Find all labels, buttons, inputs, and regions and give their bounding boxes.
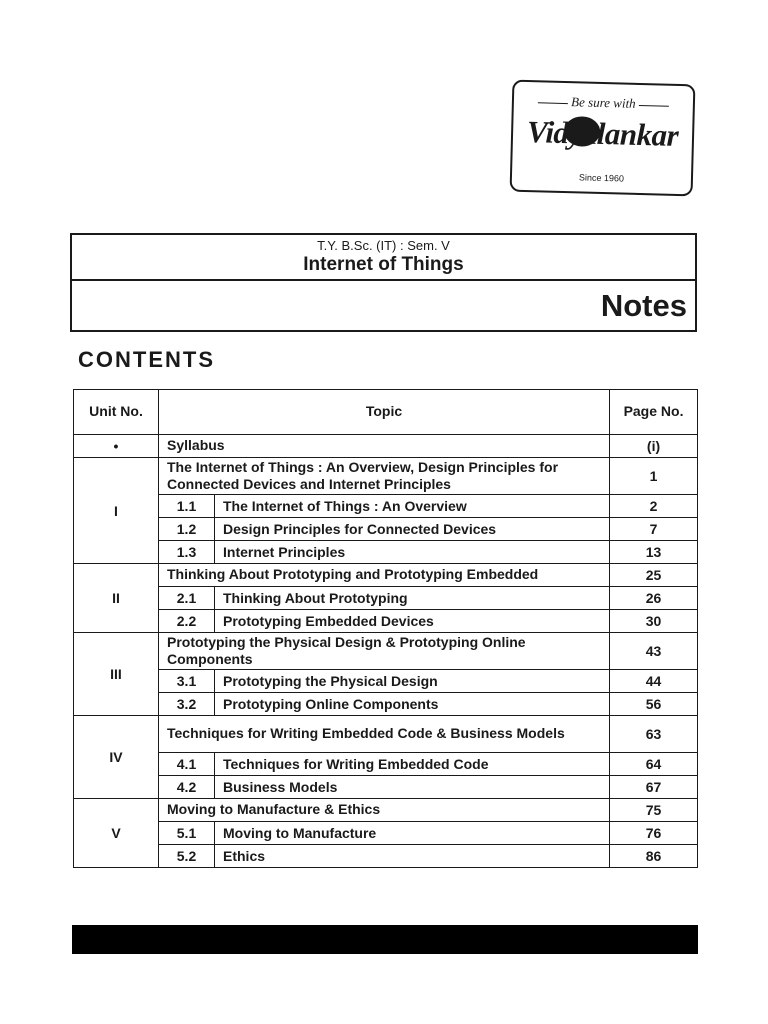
logo-brand: Vidyalankar <box>526 114 679 153</box>
page-cell: 7 <box>610 518 698 541</box>
topic-cell: Techniques for Writing Embedded Code & Business Models <box>159 716 610 753</box>
page-cell: 25 <box>610 564 698 587</box>
table-header-row <box>74 390 698 435</box>
page-cell: 13 <box>610 541 698 564</box>
page-cell: 1 <box>610 458 698 495</box>
contents-heading: CONTENTS <box>78 347 215 372</box>
table-row-subtopic <box>74 518 698 541</box>
table-row-subtopic <box>74 541 698 564</box>
subtopic-title: Moving to Manufacture <box>215 822 610 845</box>
table-row-subtopic <box>74 753 698 776</box>
logo-since: Since 1960 <box>578 172 625 184</box>
table-row-subtopic <box>74 610 698 633</box>
subtopic-number: 5.2 <box>159 845 215 868</box>
subtopic-title: Prototyping the Physical Design <box>215 670 610 693</box>
page-cell: 86 <box>610 845 698 868</box>
col-unit-header: Unit No. <box>74 390 159 435</box>
table-row-unit <box>74 564 698 587</box>
subtopic-number: 2.1 <box>159 587 215 610</box>
subtopic-title: Prototyping Online Components <box>215 693 610 716</box>
page-cell: 76 <box>610 822 698 845</box>
subtopic-title: Business Models <box>215 776 610 799</box>
table-row-unit <box>74 716 698 753</box>
page-cell: 26 <box>610 587 698 610</box>
unit-cell: IV <box>74 716 159 799</box>
page-cell: 2 <box>610 495 698 518</box>
topic-cell: Moving to Manufacture & Ethics <box>159 799 610 822</box>
page-cell: 67 <box>610 776 698 799</box>
subtopic-title: Prototyping Embedded Devices <box>215 610 610 633</box>
table-row-syllabus <box>74 435 698 458</box>
subject-title: Internet of Things <box>303 254 464 275</box>
page-cell: (i) <box>610 435 698 458</box>
subtopic-number: 4.1 <box>159 753 215 776</box>
course-label: T.Y. B.Sc. (IT) : Sem. V <box>317 238 450 253</box>
subtopic-title: Design Principles for Connected Devices <box>215 518 610 541</box>
subtopic-title: The Internet of Things : An Overview <box>215 495 610 518</box>
subtopic-number: 5.1 <box>159 822 215 845</box>
page-cell: 64 <box>610 753 698 776</box>
subtopic-number: 1.3 <box>159 541 215 564</box>
subtopic-title: Techniques for Writing Embedded Code <box>215 753 610 776</box>
topic-cell: The Internet of Things : An Overview, Design Principles for Connected Devices and Internet Principles <box>159 458 610 495</box>
page-cell: 75 <box>610 799 698 822</box>
subtopic-number: 1.2 <box>159 518 215 541</box>
subtopic-title: Ethics <box>215 845 610 868</box>
unit-cell: III <box>74 633 159 716</box>
page-cell: 44 <box>610 670 698 693</box>
unit-cell: I <box>74 458 159 564</box>
page-cell: 56 <box>610 693 698 716</box>
topic-cell: Prototyping the Physical Design & Prototyping Online Components <box>159 633 610 670</box>
doc-type-label: Notes <box>600 288 687 323</box>
contents-table <box>73 389 698 868</box>
table-row-subtopic <box>74 587 698 610</box>
unit-cell: V <box>74 799 159 868</box>
footer-bar <box>72 925 698 954</box>
subtopic-number: 1.1 <box>159 495 215 518</box>
table-row-unit <box>74 633 698 670</box>
page-cell: 63 <box>610 716 698 753</box>
col-topic-header: Topic <box>159 390 610 435</box>
subtopic-number: 2.2 <box>159 610 215 633</box>
topic-cell: Syllabus <box>159 435 610 458</box>
page-cell: 43 <box>610 633 698 670</box>
table-row-subtopic <box>74 822 698 845</box>
table-row-subtopic <box>74 776 698 799</box>
unit-cell: • <box>74 435 159 458</box>
table-row-subtopic <box>74 670 698 693</box>
table-row-subtopic <box>74 845 698 868</box>
subtopic-title: Thinking About Prototyping <box>215 587 610 610</box>
logo-tagline: Be sure with <box>514 93 693 114</box>
title-block <box>70 233 697 332</box>
vidyalankar-logo <box>510 80 696 197</box>
table-row-subtopic <box>74 693 698 716</box>
topic-cell: Thinking About Prototyping and Prototyping Embedded <box>159 564 610 587</box>
subtopic-title: Internet Principles <box>215 541 610 564</box>
page-cell: 30 <box>610 610 698 633</box>
table-row-subtopic <box>74 495 698 518</box>
table-row-unit <box>74 799 698 822</box>
table-row-unit <box>74 458 698 495</box>
title-divider <box>72 279 695 281</box>
unit-cell: II <box>74 564 159 633</box>
subtopic-number: 4.2 <box>159 776 215 799</box>
subtopic-number: 3.2 <box>159 693 215 716</box>
subtopic-number: 3.1 <box>159 670 215 693</box>
col-page-header: Page No. <box>610 390 698 435</box>
